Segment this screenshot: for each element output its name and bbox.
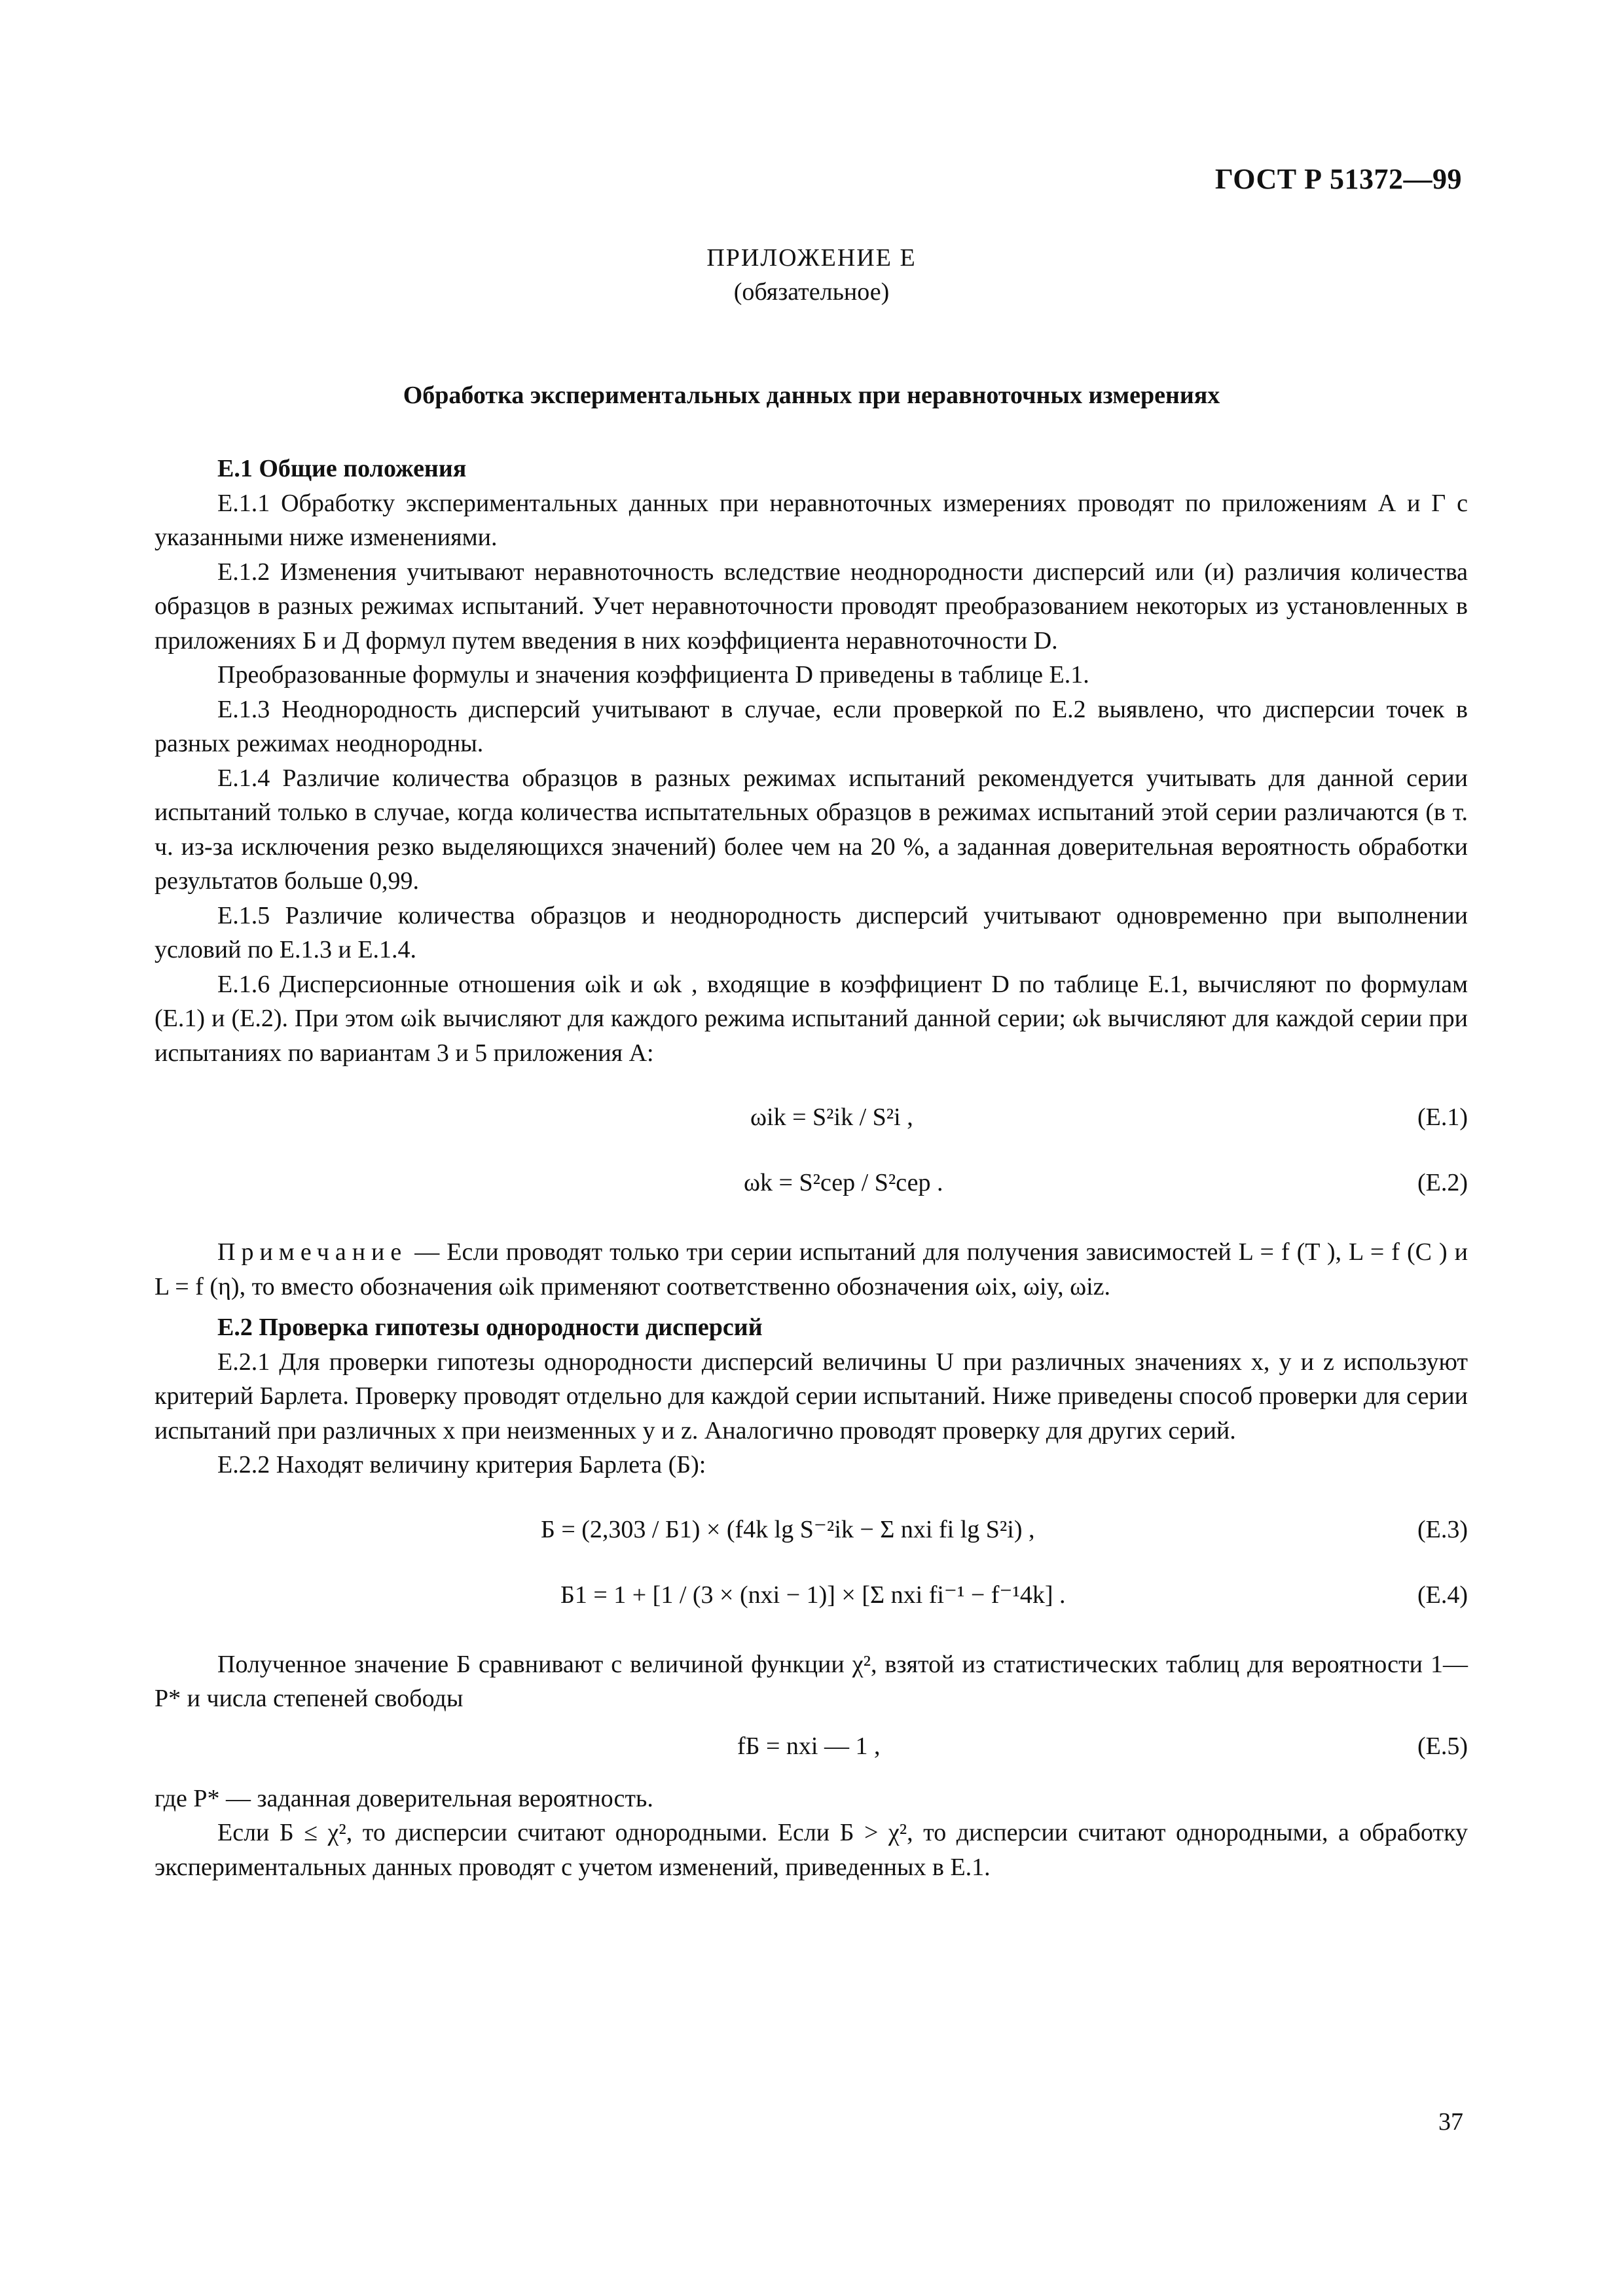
formula-e2 <box>155 1153 1468 1218</box>
annex-main-title: Обработка экспериментальных данных при неравноточных измерениях <box>403 382 1220 409</box>
section-heading-e2: Е.2 Проверка гипотезы однородности дисперсий <box>217 1314 763 1341</box>
formula-e3-expression: Б = (2,303 / Б1) × (f4k lg S⁻²ik − Σ nxi fi lg S²i) , <box>541 1515 1035 1543</box>
paragraph-e1-4: Е.1.4 Различие количества образцов в разных режимах испытаний рекомендуется учитывать для данной серии испытаний только в случае, когда количества испытательных образцов в режимах испытаний этой серии различаются (в т. ч. из-за исключения резко выделяющихся значений) более чем на 20 %, а заданная доверительная вероятность обработки результатов больше 0,99. <box>155 764 1468 895</box>
formula-e1-number: (Е.1) <box>1417 1103 1468 1131</box>
formula-e2-expression: ωk = S²сер / S²сер . <box>744 1169 943 1196</box>
formula-e4-number: (Е.4) <box>1417 1581 1468 1609</box>
paragraph-e2-1: Е.2.1 Для проверки гипотезы однородности дисперсий величины U при различных значениях x, y и z используют критерий Барлета. Проверку проводят отдельно для каждой серии испытаний. Ниже приведены способ проверки для серии испытаний при различных x при неизменных y и z. Аналогично проводят проверку для других серий. <box>155 1348 1468 1444</box>
formula-e4-expression: Б1 = 1 + [1 / (3 × (nxi − 1)] × [Σ nxi fi⁻¹ − f⁻¹4k] . <box>560 1581 1066 1609</box>
formula-e1-expression: ωik = S²ik / S²i , <box>750 1103 913 1131</box>
formula-e5-number: (Е.5) <box>1417 1732 1468 1760</box>
annex-title: ПРИЛОЖЕНИЕ Е <box>706 244 917 272</box>
paragraph-e1-5: Е.1.5 Различие количества образцов и неоднородность дисперсий учитывают одновременно при выполнении условий по Е.1.3 и Е.1.4. <box>155 901 1468 963</box>
document-code: ГОСТ Р 51372—99 <box>1214 163 1462 195</box>
paragraph-e1-2: Е.1.2 Изменения учитывают неравноточность вследствие неоднородности дисперсий или (и) различия количества образцов в разных режимах испытаний. Учет неравноточности проводят преобразованием некоторых из установленных в приложениях Б и Д формул путем введения в них коэффициента неравноточности D. <box>155 558 1468 655</box>
section-heading-e1: Е.1 Общие положения <box>217 455 467 482</box>
formula-e3-number: (Е.3) <box>1417 1515 1468 1543</box>
paragraph-e1-6: Е.1.6 Дисперсионные отношения ωik и ωk , входящие в коэффициент D по таблице Е.1, вычисляют по формулам (Е.1) и (Е.2). При этом ωik вычисляют для каждого режима испытаний данной серии; ωk вычисляют для каждой серии при испытаниях по вариантам 3 и 5 приложения А: <box>155 970 1468 1067</box>
formula-e5-expression: fБ = nxi — 1 , <box>737 1732 881 1760</box>
formula-e2-number: (Е.2) <box>1417 1169 1468 1196</box>
note-label: Примечание <box>217 1238 408 1266</box>
paragraph-e2-conclusion: Если Б ≤ χ², то дисперсии считают однородными. Если Б > χ², то дисперсии считают однородными, а обработку экспериментальных данных проводят с учетом изменений, приведенных в Е.1. <box>155 1819 1468 1881</box>
formula-e1 <box>155 1087 1468 1153</box>
note-text: — Если проводят только три серии испытаний для получения зависимостей L = f (T ), L = f (C ) и L = f (η), то вместо обозначения ωik применяют соответственно обозначения ωix, ωiy, ωiz. <box>155 1238 1468 1300</box>
paragraph-e2-3: Полученное значение Б сравнивают с величиной функции χ², взятой из статистических таблиц для вероятности 1—P* и числа степеней свободы <box>155 1650 1468 1712</box>
paragraph-e2-2: Е.2.2 Находят величину критерия Барлета (Б): <box>217 1451 706 1479</box>
annex-heading <box>0 241 1623 309</box>
annex-status: (обязательное) <box>733 278 890 306</box>
paragraph-e2-where: где P* — заданная доверительная вероятность. <box>155 1784 653 1812</box>
formula-e4 <box>155 1565 1468 1630</box>
formula-e5 <box>155 1716 1468 1782</box>
document-body <box>155 452 1468 1884</box>
note <box>155 1235 1468 1304</box>
page-number: 37 <box>1438 2108 1463 2136</box>
paragraph-e1-2-cont: Преобразованные формулы и значения коэффициента D приведены в таблице Е.1. <box>217 661 1089 689</box>
paragraph-e1-1: Е.1.1 Обработку экспериментальных данных при неравноточных измерениях проводят по приложениям А и Г с указанными ниже изменениями. <box>155 489 1468 551</box>
formula-e3 <box>155 1499 1468 1565</box>
paragraph-e1-3: Е.1.3 Неоднородность дисперсий учитывают в случае, если проверкой по Е.2 выявлено, что дисперсии точек в разных режимах неоднородны. <box>155 695 1468 757</box>
